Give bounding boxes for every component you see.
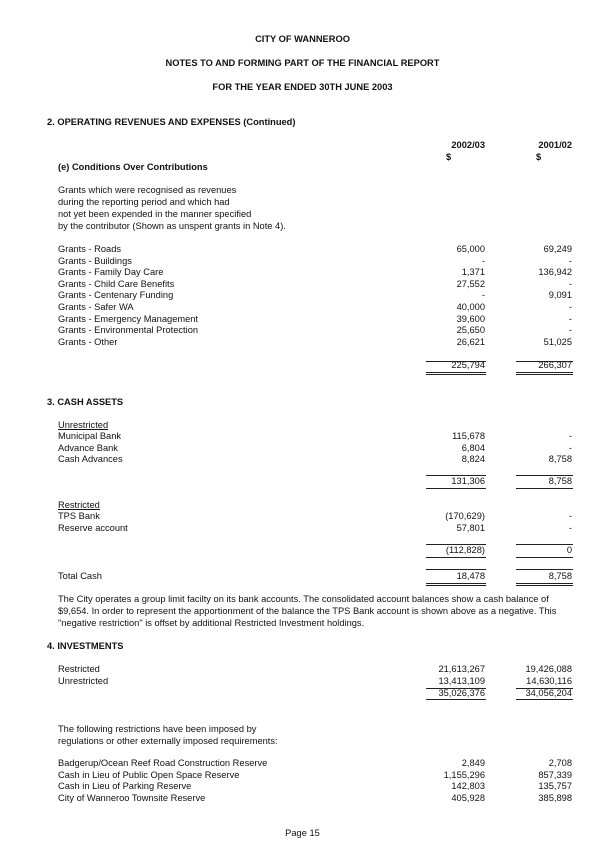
row-label: Grants - Emergency Management xyxy=(58,313,199,324)
row-value-2002-03: - xyxy=(481,290,485,301)
row-value-2002-03: - xyxy=(481,255,485,266)
s2-total-2001-02: 266,307 xyxy=(538,360,572,370)
unrestricted-heading: Unrestricted xyxy=(58,420,109,430)
unrestricted-total-2002-03: 131,306 xyxy=(451,476,485,486)
row-value-2001-02: 51,025 xyxy=(543,336,572,347)
row-value-2002-03: 115,678 xyxy=(452,431,485,441)
total-cash-rule xyxy=(516,569,573,570)
row-value-2002-03: 65,000 xyxy=(456,244,485,254)
s2-desc-line: Grants which were recognised as revenues xyxy=(58,185,237,195)
column-header-2001-02: 2001/02 xyxy=(538,140,572,150)
cash-note-line: "negative restriction" is offset by additional Restricted Investment holdings. xyxy=(58,618,365,628)
column-unit-2: $ xyxy=(536,152,542,162)
row-value-2001-02: 69,249 xyxy=(543,244,572,254)
total-cash-double-rule xyxy=(426,583,486,584)
row-label: Grants - Other xyxy=(58,336,118,347)
restricted-total-2002-03: (112,828) xyxy=(445,545,485,555)
row-label: Restricted xyxy=(58,664,100,674)
row-value-2002-03: 39,600 xyxy=(456,313,485,324)
investments-total-2002-03: 35,026,376 xyxy=(438,688,485,698)
page-number: Page 15 xyxy=(285,828,320,838)
s2-total-double-rule xyxy=(516,374,573,375)
total-cash-rule xyxy=(426,569,486,570)
row-label: Advance Bank xyxy=(58,442,118,453)
row-value-2001-02: 9,091 xyxy=(548,290,572,301)
row-label: Grants - Child Care Benefits xyxy=(58,278,175,289)
row-value-2002-03: 57,801 xyxy=(456,522,485,533)
row-value-2001-02: 14,630,116 xyxy=(526,675,572,686)
total-cash-double-rule xyxy=(516,585,573,586)
s4-desc-line: regulations or other externally imposed requirements: xyxy=(58,736,278,746)
row-value-2002-03: 25,650 xyxy=(456,325,485,336)
investments-total-2001-02: 34,056,204 xyxy=(525,688,572,698)
report-title: NOTES TO AND FORMING PART OF THE FINANCIAL REPORT xyxy=(165,58,440,68)
row-value-2001-02: - xyxy=(568,302,572,312)
row-value-2001-02: 385,898 xyxy=(538,792,572,803)
row-value-2001-02: 857,339 xyxy=(538,769,572,780)
row-label: Unrestricted xyxy=(58,675,109,686)
column-unit-1: $ xyxy=(446,152,452,162)
row-label: Municipal Bank xyxy=(58,431,122,441)
row-label: City of Wanneroo Townsite Reserve xyxy=(58,792,206,803)
unrestricted-total-2001-02: 8,758 xyxy=(548,476,572,486)
row-value-2002-03: 26,621 xyxy=(456,336,485,347)
s2-total-2002-03: 225,794 xyxy=(451,360,485,370)
row-value-2001-02: 135,757 xyxy=(538,781,572,791)
row-label: Cash Advances xyxy=(58,454,123,464)
row-value-2001-02: - xyxy=(568,431,572,441)
row-value-2001-02: - xyxy=(568,278,572,289)
row-label: Reserve account xyxy=(58,522,128,533)
row-label: Grants - Buildings xyxy=(58,255,132,266)
s2-total-double-rule xyxy=(426,372,486,373)
unrestricted-total-rule xyxy=(516,488,573,489)
total-cash-double-rule xyxy=(426,585,486,586)
row-value-2001-02: - xyxy=(568,255,572,266)
total-cash-double-rule xyxy=(516,583,573,584)
restricted-total-rule xyxy=(426,557,486,558)
row-value-2001-02: - xyxy=(568,313,572,324)
row-value-2001-02: - xyxy=(568,511,572,521)
restricted-total-2001-02: 0 xyxy=(566,545,572,555)
restricted-total-rule xyxy=(516,557,573,558)
investments-total-rule xyxy=(516,699,573,700)
row-value-2001-02: 136,942 xyxy=(538,267,572,278)
column-header-2002-03: 2002/03 xyxy=(451,140,485,150)
restricted-heading: Restricted xyxy=(58,500,100,510)
report-period: FOR THE YEAR ENDED 30TH JUNE 2003 xyxy=(212,82,393,92)
row-label: Grants - Safer WA xyxy=(58,302,134,312)
total-cash-2002-03: 18,478 xyxy=(456,571,485,581)
section-3-title: 3. CASH ASSETS xyxy=(47,397,124,407)
section-4-title: 4. INVESTMENTS xyxy=(47,641,124,651)
row-label: Grants - Environmental Protection xyxy=(58,325,199,336)
row-value-2002-03: 1,371 xyxy=(461,267,485,278)
row-value-2002-03: 40,000 xyxy=(456,302,485,312)
investments-total-rule xyxy=(426,699,486,700)
row-value-2001-02: - xyxy=(568,325,572,336)
row-value-2001-02: 19,426,088 xyxy=(525,664,572,674)
row-value-2001-02: - xyxy=(568,522,572,533)
row-value-2002-03: 13,413,109 xyxy=(438,675,485,686)
section-2-title: 2. OPERATING REVENUES AND EXPENSES (Continued) xyxy=(47,117,296,127)
s4-desc-line: The following restrictions have been imposed by xyxy=(58,724,257,734)
row-value-2002-03: (170,629) xyxy=(445,511,485,521)
s2-total-double-rule xyxy=(516,372,573,373)
row-value-2002-03: 142,803 xyxy=(451,781,485,791)
s2-desc-line: during the reporting period and which had xyxy=(58,197,230,207)
row-value-2002-03: 1,155,296 xyxy=(443,769,485,780)
org-name: CITY OF WANNEROO xyxy=(255,34,350,44)
row-label: Cash in Lieu of Parking Reserve xyxy=(58,781,192,791)
row-value-2002-03: 27,552 xyxy=(456,278,485,289)
row-value-2002-03: 405,928 xyxy=(451,792,485,803)
row-value-2001-02: 8,758 xyxy=(548,454,572,464)
s2-desc-line: not yet been expended in the manner specified xyxy=(58,209,252,219)
cash-note-line: $9,654. In order to represent the apportionment of the balance the TPS Bank account is shown above as a negative. This xyxy=(58,606,557,616)
row-value-2001-02: 2,708 xyxy=(548,758,572,768)
subsection-conditions-title: (e) Conditions Over Contributions xyxy=(58,162,208,172)
s2-total-double-rule xyxy=(426,374,486,375)
row-value-2001-02: - xyxy=(568,442,572,453)
total-cash-label: Total Cash xyxy=(58,571,102,581)
row-label: Badgerup/Ocean Reef Road Construction Reserve xyxy=(58,758,268,768)
row-value-2002-03: 6,804 xyxy=(461,442,485,453)
row-label: Cash in Lieu of Public Open Space Reserve xyxy=(58,769,240,780)
row-label: Grants - Centenary Funding xyxy=(58,290,174,301)
row-label: Grants - Roads xyxy=(58,244,122,254)
row-value-2002-03: 8,824 xyxy=(461,454,485,464)
unrestricted-total-rule xyxy=(426,488,486,489)
row-value-2002-03: 21,613,267 xyxy=(438,664,485,674)
cash-note-line: The City operates a group limit facilty on its bank accounts. The consolidated account balances show a cash balance of xyxy=(58,594,549,604)
row-label: TPS Bank xyxy=(58,511,100,521)
s2-desc-line: by the contributor (Shown as unspent grants in Note 4). xyxy=(58,221,286,231)
row-label: Grants - Family Day Care xyxy=(58,267,164,278)
total-cash-2001-02: 8,758 xyxy=(548,571,572,581)
row-value-2002-03: 2,849 xyxy=(461,758,485,768)
